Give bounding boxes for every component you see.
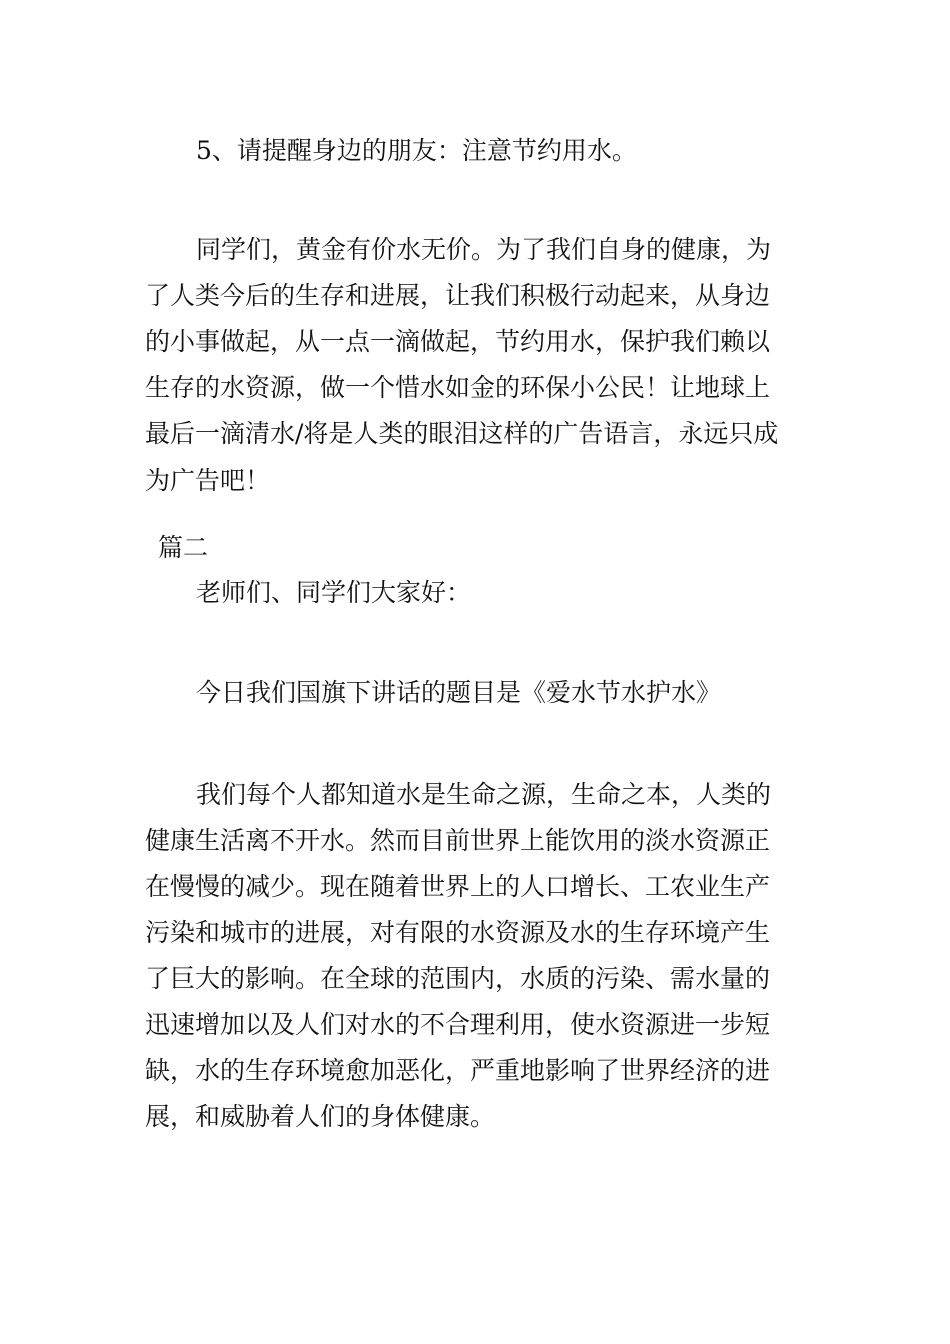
paragraph-line: 生存的水资源，做一个惜水如金的环保小公民！让地球上 xyxy=(145,373,771,402)
paragraph-line: 了人类今后的生存和进展，让我们积极行动起来，从身边 xyxy=(145,281,771,310)
paragraph-line: 在慢慢的减少。现在随着世界上的人口增长、工农业生产 xyxy=(145,872,771,901)
paragraph-line: 健康生活离不开水。然而目前世界上能饮用的淡水资源正 xyxy=(145,826,771,855)
paragraph-line: 最后一滴清水/将是人类的眼泪这样的广告语言，永远只成 xyxy=(145,419,779,448)
greeting: 老师们、同学们大家好： xyxy=(196,578,472,607)
paragraph-line: 缺，水的生存环境愈加恶化，严重地影响了世界经济的进 xyxy=(145,1056,771,1085)
paragraph-line: 的小事做起，从一点一滴做起，节约用水，保护我们赖以 xyxy=(145,327,771,356)
paragraph-line: 同学们，黄金有价水无价。为了我们自身的健康，为 xyxy=(196,235,772,264)
speech-topic: 今日我们国旗下讲话的题目是《爱水节水护水》 xyxy=(196,678,722,707)
paragraph-line: 为广告吧！ xyxy=(145,466,271,495)
paragraph-line: 污染和城市的进展，对有限的水资源及水的生存环境产生 xyxy=(145,918,771,947)
paragraph-line: 展，和威胁着人们的身体健康。 xyxy=(145,1102,496,1131)
section-heading: 篇二 xyxy=(158,533,209,562)
paragraph-line: 迅速增加以及人们对水的不合理利用，使水资源进一步短 xyxy=(145,1010,771,1039)
paragraph-line: 我们每个人都知道水是生命之源，生命之本，人类的 xyxy=(196,780,772,809)
paragraph-line: 了巨大的影响。在全球的范围内，水质的污染、需水量的 xyxy=(145,964,771,993)
paragraph-point-5: 5、请提醒身边的朋友：注意节约用水。 xyxy=(196,136,637,165)
